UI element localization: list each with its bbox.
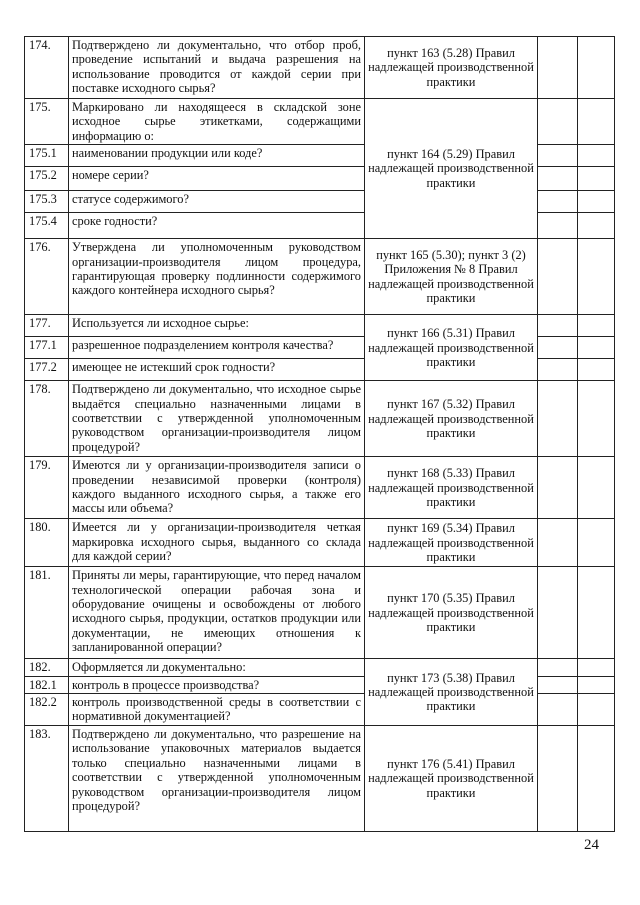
question-text: Подтверждено ли документально, что отбор проб, проведение испытаний и выдача разрешения на использование проводится от каждой серии при поставке исходного сырья? bbox=[69, 37, 365, 99]
question-text: контроль производственной среды в соответствии с нормативной документацией? bbox=[69, 694, 365, 726]
answer-cell-no bbox=[578, 37, 615, 99]
row-number: 178. bbox=[25, 381, 69, 457]
row-number: 175.1 bbox=[25, 145, 69, 167]
row-number: 181. bbox=[25, 567, 69, 659]
row-number: 182. bbox=[25, 659, 69, 676]
answer-cell-no bbox=[578, 167, 615, 191]
answer-cell-yes bbox=[538, 191, 578, 213]
answer-cell-no bbox=[578, 315, 615, 337]
table-row bbox=[25, 457, 615, 519]
row-number: 180. bbox=[25, 519, 69, 567]
answer-cell-no bbox=[578, 381, 615, 457]
question-text: статусе содержимого? bbox=[69, 191, 365, 213]
question-text: Маркировано ли находящееся в складской зоне исходное сырье этикетками, содержащими информацию о: bbox=[69, 99, 365, 145]
answer-cell-yes bbox=[538, 359, 578, 381]
answer-cell-yes bbox=[538, 381, 578, 457]
page-number: 24 bbox=[584, 837, 599, 853]
row-number: 175. bbox=[25, 99, 69, 145]
reference-text: пункт 176 (5.41) Правил надлежащей производственной практики bbox=[365, 726, 538, 832]
table-row bbox=[25, 519, 615, 567]
answer-cell-no bbox=[578, 519, 615, 567]
question-text: Утверждена ли уполномоченным руководством организации-производителя лицом процедура, гарантирующая проверку подлинности содержимого каждого контейнера исходного сырья? bbox=[69, 239, 365, 315]
question-text: Используется ли исходное сырье: bbox=[69, 315, 365, 337]
answer-cell-no bbox=[578, 337, 615, 359]
table-row bbox=[25, 726, 615, 832]
answer-cell-no bbox=[578, 359, 615, 381]
answer-cell-no bbox=[578, 99, 615, 145]
row-number: 175.4 bbox=[25, 213, 69, 239]
answer-cell-no bbox=[578, 694, 615, 726]
answer-cell-yes bbox=[538, 145, 578, 167]
row-number: 179. bbox=[25, 457, 69, 519]
table-row bbox=[25, 659, 615, 676]
table-row bbox=[25, 239, 615, 315]
answer-cell-yes bbox=[538, 99, 578, 145]
reference-text: пункт 170 (5.35) Правил надлежащей производственной практики bbox=[365, 567, 538, 659]
answer-cell-yes bbox=[538, 676, 578, 693]
answer-cell-yes bbox=[538, 694, 578, 726]
answer-cell-no bbox=[578, 659, 615, 676]
reference-text: пункт 167 (5.32) Правил надлежащей производственной практики bbox=[365, 381, 538, 457]
answer-cell-yes bbox=[538, 457, 578, 519]
row-number: 175.3 bbox=[25, 191, 69, 213]
answer-cell-yes bbox=[538, 567, 578, 659]
reference-text: пункт 169 (5.34) Правил надлежащей производственной практики bbox=[365, 519, 538, 567]
reference-text: пункт 165 (5.30); пункт 3 (2) Приложения № 8 Правил надлежащей производственной практики bbox=[365, 239, 538, 315]
row-number: 177.1 bbox=[25, 337, 69, 359]
table-row bbox=[25, 37, 615, 99]
answer-cell-no bbox=[578, 191, 615, 213]
answer-cell-no bbox=[578, 213, 615, 239]
checklist-table bbox=[24, 36, 615, 832]
answer-cell-no bbox=[578, 726, 615, 832]
answer-cell-yes bbox=[538, 37, 578, 99]
reference-text: пункт 164 (5.29) Правил надлежащей производственной практики bbox=[365, 99, 538, 239]
question-text: разрешенное подразделением контроля качества? bbox=[69, 337, 365, 359]
reference-text: пункт 163 (5.28) Правил надлежащей производственной практики bbox=[365, 37, 538, 99]
row-number: 175.2 bbox=[25, 167, 69, 191]
question-text: Подтверждено ли документально, что разрешение на использование упаковочных материалов выдается только специально назначенными лицами в соответствии с утвержденной уполномоченным руководством организации-производителя лицом процедурой? bbox=[69, 726, 365, 832]
answer-cell-yes bbox=[538, 167, 578, 191]
answer-cell-no bbox=[578, 145, 615, 167]
table-row bbox=[25, 381, 615, 457]
question-text: сроке годности? bbox=[69, 213, 365, 239]
question-text: Подтверждено ли документально, что исходное сырье выдаётся специально назначенными лицами в соответствии с утвержденной уполномоченным руководством организации-производителя лицом процедурой? bbox=[69, 381, 365, 457]
answer-cell-yes bbox=[538, 659, 578, 676]
reference-text: пункт 173 (5.38) Правил надлежащей производственной практики bbox=[365, 659, 538, 726]
question-text: имеющее не истекший срок годности? bbox=[69, 359, 365, 381]
row-number: 176. bbox=[25, 239, 69, 315]
question-text: Оформляется ли документально: bbox=[69, 659, 365, 676]
reference-text: пункт 166 (5.31) Правил надлежащей производственной практики bbox=[365, 315, 538, 381]
table-row bbox=[25, 99, 615, 145]
row-number: 177.2 bbox=[25, 359, 69, 381]
question-text: Имеются ли у организации-производителя записи о проведении независимой проверки (контроля) каждого выданного исходного сырья, а также его массы или объема? bbox=[69, 457, 365, 519]
answer-cell-no bbox=[578, 567, 615, 659]
question-text: номере серии? bbox=[69, 167, 365, 191]
row-number: 174. bbox=[25, 37, 69, 99]
question-text: Приняты ли меры, гарантирующие, что перед началом технологической операции рабочая зона и оборудование очищены и освобождены от любого исходного сырья, продукции, остатков продукции или документации, не имеющих отношения к запланированной операции? bbox=[69, 567, 365, 659]
row-number: 182.2 bbox=[25, 694, 69, 726]
question-text: контроль в процессе производства? bbox=[69, 676, 365, 693]
answer-cell-yes bbox=[538, 239, 578, 315]
answer-cell-yes bbox=[538, 213, 578, 239]
table-row bbox=[25, 567, 615, 659]
question-text: наименовании продукции или коде? bbox=[69, 145, 365, 167]
row-number: 183. bbox=[25, 726, 69, 832]
answer-cell-yes bbox=[538, 337, 578, 359]
answer-cell-no bbox=[578, 676, 615, 693]
reference-text: пункт 168 (5.33) Правил надлежащей производственной практики bbox=[365, 457, 538, 519]
answer-cell-yes bbox=[538, 315, 578, 337]
answer-cell-yes bbox=[538, 519, 578, 567]
answer-cell-yes bbox=[538, 726, 578, 832]
question-text: Имеется ли у организации-производителя четкая маркировка исходного сырья, выданного со склада для каждой серии? bbox=[69, 519, 365, 567]
answer-cell-no bbox=[578, 239, 615, 315]
row-number: 177. bbox=[25, 315, 69, 337]
table-row bbox=[25, 315, 615, 337]
row-number: 182.1 bbox=[25, 676, 69, 693]
answer-cell-no bbox=[578, 457, 615, 519]
